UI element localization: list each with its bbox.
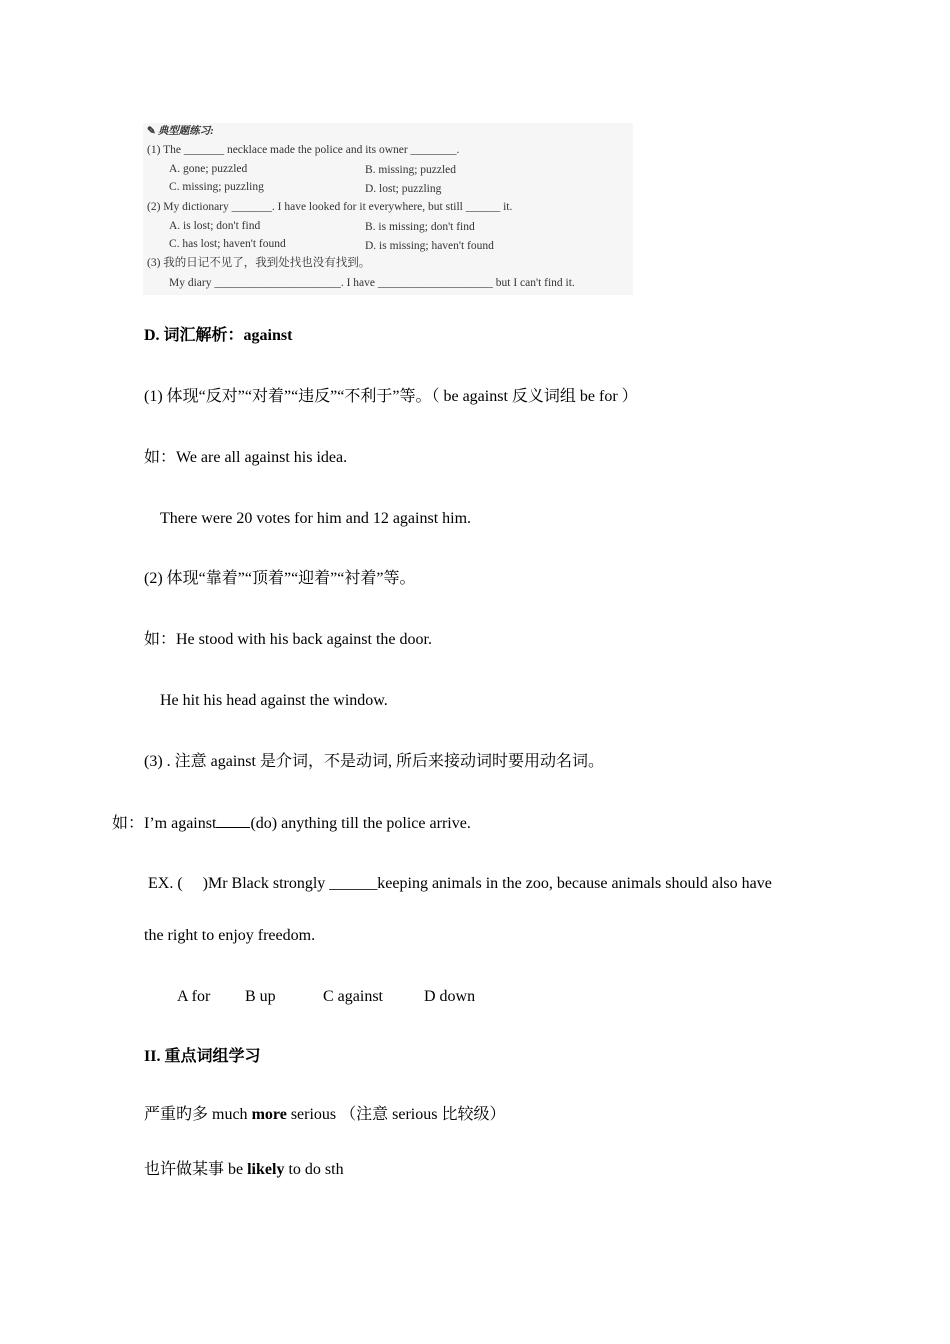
usage-1: (1) 体现“反对”“对着”“违反”“不利于”等。（ be against 反义词组 be for ）	[144, 388, 638, 405]
usage-2-example-1: 如：He stood with his back against the door.	[144, 631, 432, 648]
q2-option-a: A. is lost; don't find	[169, 220, 261, 232]
q2-stem: (2) My dictionary _______. I have looked for it everywhere, but still ______ it.	[147, 201, 513, 213]
q1-option-b: B. missing; puzzled	[365, 164, 457, 176]
phrase-2-pre: 也许做某事 be	[144, 1161, 248, 1178]
exercise-scan-image	[143, 123, 633, 295]
phrase-2-post: to do sth	[284, 1161, 344, 1178]
q1-stem: (1) The _______ necklace made the police and its owner ________.	[147, 144, 460, 156]
section-ii-title: II. 重点词组学习	[144, 1048, 261, 1065]
usage-3: (3) . 注意 against 是介词，不是动词, 所后来接动词时要用动名词。	[144, 753, 604, 770]
q1-option-a: A. gone; puzzled	[169, 163, 248, 175]
phrase-item-1	[144, 1105, 505, 1124]
q1-option-c: C. missing; puzzling	[169, 181, 264, 193]
usage-2-example-2: He hit his head against the window.	[160, 692, 388, 709]
exercise-question-line-1: EX. ( )Mr Black strongly ______keeping animals in the zoo, because animals should also have	[148, 875, 772, 892]
exercise-heading: ✎ 典型题练习:	[147, 126, 214, 137]
option-c: C against	[323, 988, 383, 1005]
usage-1-example-2: There were 20 votes for him and 12 against him.	[160, 510, 472, 527]
section-d-title: D. 词汇解析：against	[144, 327, 293, 344]
usage-3-example-prefix: 如：I’m against	[112, 815, 217, 832]
phrase-1-keyword: more	[251, 1106, 287, 1123]
answer-blank	[216, 813, 250, 828]
phrase-1-post: serious （注意 serious 比较级）	[286, 1106, 506, 1123]
q2-option-c: C. has lost; haven't found	[169, 238, 286, 250]
exercise-question-line-2: the right to enjoy freedom.	[144, 927, 316, 944]
usage-1-example-1: 如：We are all against his idea.	[144, 449, 348, 466]
q1-option-d: D. lost; puzzling	[365, 183, 442, 195]
usage-2: (2) 体现“靠着”“顶着”“迎着”“衬着”等。	[144, 570, 416, 587]
phrase-2-keyword: likely	[247, 1161, 285, 1178]
q2-option-d: D. is missing; haven't found	[365, 240, 494, 252]
phrase-item-2	[144, 1160, 344, 1179]
option-a: A for	[177, 988, 211, 1005]
option-d: D down	[424, 988, 476, 1005]
q3-answer-line: My diary ______________________. I have ____________________ but I can't find it.	[169, 277, 575, 289]
q3-stem: (3) 我的日记不见了，我到处找也没有找到。	[147, 257, 371, 269]
usage-3-example-suffix: (do) anything till the police arrive.	[250, 815, 471, 832]
pencil-icon: ✎	[147, 126, 156, 137]
option-b: B up	[245, 988, 276, 1005]
q2-option-b: B. is missing; don't find	[365, 221, 475, 233]
usage-3-example	[112, 813, 471, 833]
phrase-1-pre: 严重旳多 much	[144, 1106, 252, 1123]
